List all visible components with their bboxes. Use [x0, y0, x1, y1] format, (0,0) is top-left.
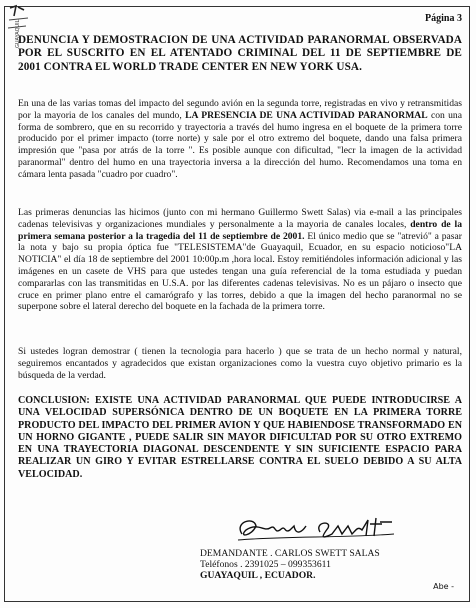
handwritten-signature-icon	[224, 512, 404, 548]
footer-mark: Abe -	[433, 582, 454, 591]
signature-name-line: DEMANDANTE . CARLOS SWETT SALAS	[200, 548, 380, 559]
paragraph-1-text-b: con una forma de sombrero, que en su recorrido y trayectoria a través del humo ingresa en el boquete de la primera torre producido por el primer impacto (torre norte) y sale por el otro extremo del boquete, dando una falsa primera impresión que "pasa por atrás de la torre ". Es posible aunque con dificultad, "lecr la imagen de la actividad paranormal" dentro del humo en una trayectoria inversa a la dirección del humo. Recomendamos una toma en cámara lenta pasada "cuadro por cuadro".	[18, 109, 462, 180]
paragraph-2	[18, 207, 462, 313]
paragraph-2-text-a: Las primeras denuncias las hicimos (junto con mi hermano Guillermo Swett Salas) via e-mail a las principales cadenas televisivas y organizaciones mundiales y personalmente a la mayoria de canales locales,	[18, 207, 462, 230]
paragraph-1	[18, 98, 462, 181]
signature-block	[200, 548, 380, 581]
paragraph-3: Si ustedes logran demostrar ( tienen la tecnologia para hacerlo ) que se trata de un hecho normal y natural, seguiremos encantados y agradecidos que existan organizaciones como la vuestra cuyo objetivo primario es la búsqueda de la verdad.	[18, 346, 462, 381]
signature-city-line: GUAYAQUIL , ECUADOR.	[200, 570, 316, 581]
signature-phone-line: Teléfonos . 2391025 – 099353611	[200, 559, 331, 570]
page-number: Página 3	[425, 13, 462, 24]
paragraph-1-text-a: En una de las varias tomas del impacto del segundo avión en la segunda torre, registradas en vivo y retransmitidas por la mayoria de los canales del mundo,	[18, 98, 462, 121]
svg-text:GUAYAQUIL: GUAYAQUIL	[15, 19, 21, 48]
conclusion-paragraph: CONCLUSION: EXISTE UNA ACTIVIDAD PARANORMAL QUE PUEDE INTRODUCIRSE A UNA VELOCIDAD SUPERSÓNICA DENTRO DE UN BOQUETE EN LA PRIMERA TORRE PRODUCTO DEL IMPACTO DEL PRIMER AVION Y QUE HABIENDOSE TRANSFORMADO EN UN HORNO GIGANTE , PUEDE SALIR SIN MAYOR DIFICULTAD POR SU OTRO EXTREMO EN UNA TRAYECTORIA DIAGONAL DESCENDENTE Y SIN SUFICIENTE ESPACIO PARA REALIZAR UN GIRO Y EVITAR ESTRELLARSE CONTRA EL SUELO DEBIDO A SU ALTA VELOCIDAD.	[18, 395, 462, 480]
document-title: DENUNCIA Y DEMOSTRACION DE UNA ACTIVIDAD PARANORMAL OBSERVADA POR EL SUSCRITO EN EL ATENTADO CRIMINAL DEL 11 DE SEPTIEMBRE DE 2001 CONTRA EL WORLD TRADE CENTER EN NEW YORK USA.	[18, 34, 462, 73]
paragraph-2-bold: dentro de la primera semana posterior a la tragedia del 11 de septiembre de 2001.	[18, 218, 462, 242]
paragraph-2-text-b: El único medio que se "atrevió" a pasar la nota y bajo su propia óptica fue "TELESISTEMA"de Guayaquil, Ecuador, en su espacio noticioso"LA NOTICIA" el día 18 de septiembre del 2001 10:00p.m ,hora local. Estoy remitiéndoles información adicional y las imágenes en un casete de VHS para que ustedes tengan una guía referencial de la toma estudiada y puedan compararlas con las transmitidas en U.S.A. por las diferentes cadenas televisivas. No es un pájaro o insecto que cruce en primer plano entre el camarógrafo y las torres, debido a que la imagen del hecho paranormal no se superpone sobre el lateral derecho del boquete en la fachada de la primera torre.	[18, 230, 462, 313]
paragraph-1-bold: LA PRESENCIA DE UNA ACTIVIDAD PARANORMAL	[185, 109, 428, 121]
